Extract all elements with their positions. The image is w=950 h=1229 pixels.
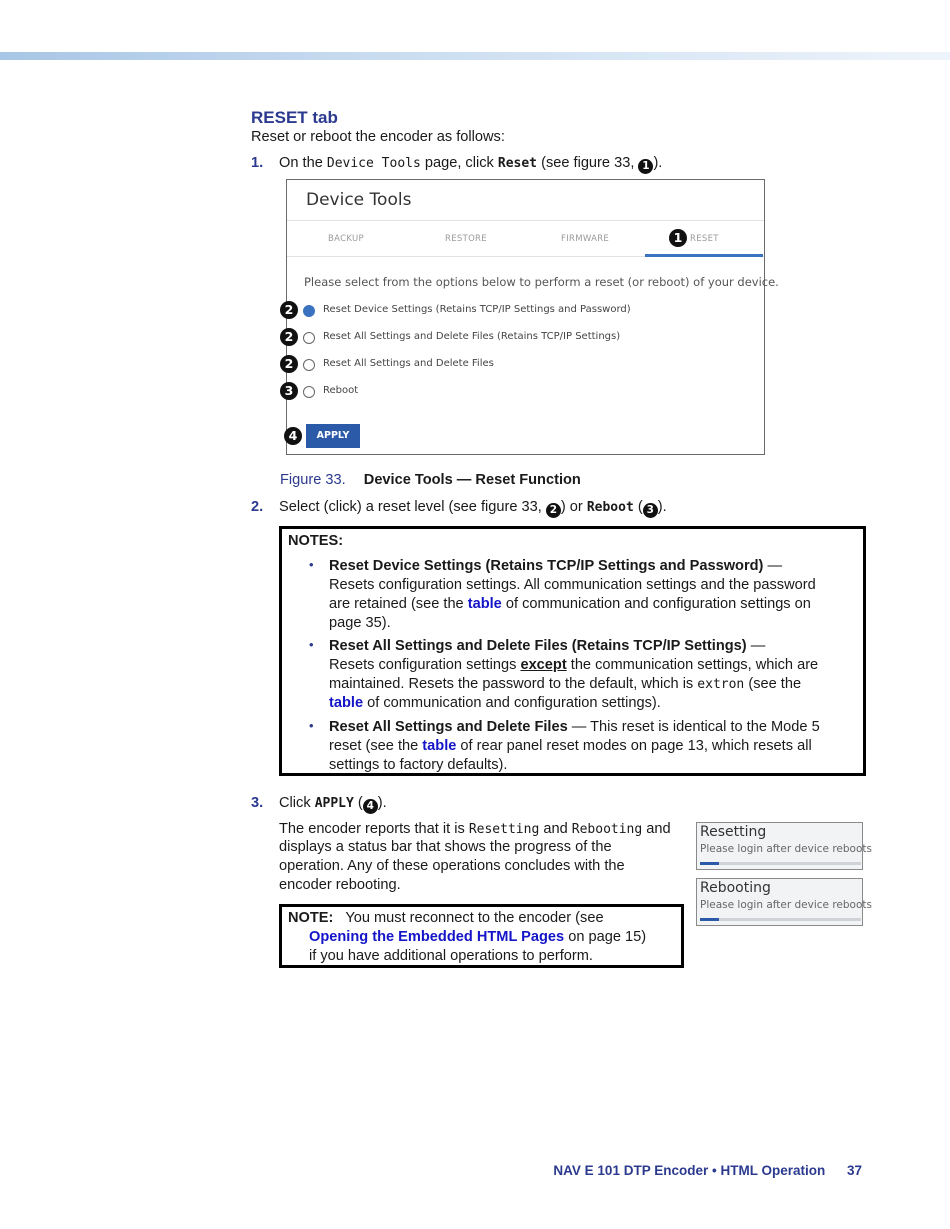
bullet-icon: •	[309, 637, 314, 652]
step-text: ) or	[560, 499, 583, 515]
callout-1-icon: 1	[638, 159, 653, 174]
code-text: Device Tools	[326, 156, 421, 171]
status-title: Rebooting	[700, 880, 771, 896]
note-1-line	[329, 595, 811, 614]
note-text: the communication settings, which are	[570, 657, 819, 673]
step-text: ).	[377, 795, 387, 811]
code-text: extron	[697, 677, 745, 692]
apply-button[interactable]: APPLY	[306, 424, 360, 448]
note-text: (see the	[748, 676, 802, 692]
note-text: reset (see the	[329, 738, 419, 754]
section-heading: RESET tab	[251, 108, 338, 127]
note-1-line: Resets configuration settings. All communication settings and the password	[329, 577, 816, 593]
callout-2-icon: 2	[280, 328, 298, 346]
note-text: on page 15)	[568, 929, 647, 945]
tab-backup[interactable]: BACKUP	[328, 234, 364, 244]
note-1-line: page 35).	[329, 615, 391, 631]
step-3-paragraph-line: encoder rebooting.	[279, 877, 401, 893]
note-text: of communication and configuration settings on	[505, 596, 811, 612]
progress-fill	[700, 862, 719, 865]
code-text: Resetting	[468, 822, 540, 837]
active-tab-indicator	[645, 254, 763, 257]
step-text: Select (click) a reset level (see figure 33,	[279, 499, 542, 515]
radio-reset-all-retain-tcpip[interactable]	[303, 332, 315, 344]
callout-4-icon: 4	[284, 427, 302, 445]
note-3-line	[329, 737, 812, 756]
note-text: —	[763, 558, 783, 574]
note-text: You must reconnect to the encoder (see	[345, 910, 604, 926]
step-1-text	[279, 154, 662, 174]
device-tools-title: Device Tools	[306, 190, 412, 210]
step-text: ).	[653, 155, 663, 171]
step-3-paragraph-line	[279, 820, 671, 840]
header-gradient-bar	[0, 52, 950, 60]
callout-3-icon: 3	[643, 503, 658, 518]
callout-1-icon: 1	[669, 229, 687, 247]
table-link[interactable]: table	[422, 738, 457, 754]
note-2-line	[329, 675, 801, 695]
step-text: and	[543, 821, 568, 837]
note-text: Resets configuration settings	[329, 657, 517, 673]
step-3-paragraph-line: displays a status bar that shows the progress of the	[279, 839, 612, 855]
note-title: Reset All Settings and Delete Files	[329, 719, 568, 735]
step-3-paragraph-line: operation. Any of these operations concludes with the	[279, 858, 625, 874]
progress-bar	[700, 862, 861, 865]
note-text: of communication and configuration settings).	[367, 695, 661, 711]
step-number: 3.	[251, 795, 264, 811]
callout-2-icon: 2	[280, 301, 298, 319]
step-text: The encoder reports that it is	[279, 821, 465, 837]
note-3-line	[329, 718, 820, 737]
code-text: Reboot	[586, 500, 634, 515]
note-box	[279, 904, 684, 968]
step-text: (see figure 33,	[541, 155, 635, 171]
note-1-line	[329, 557, 782, 576]
note-text: —	[746, 638, 766, 654]
option-label: Reset All Settings and Delete Files (Retains TCP/IP Settings)	[323, 331, 621, 342]
code-text: APPLY	[314, 796, 354, 811]
reset-instruction: Please select from the options below to perform a reset (or reboot) of your device.	[304, 275, 779, 289]
note-text: — This reset is identical to the Mode 5	[567, 719, 820, 735]
note-2-line	[329, 694, 661, 713]
note-text: of rear panel reset modes on page 13, which resets all	[460, 738, 812, 754]
tab-firmware[interactable]: FIRMWARE	[561, 234, 610, 244]
figure-title: Device Tools — Reset Function	[363, 472, 581, 488]
emphasis-text: except	[520, 657, 567, 673]
status-message: Please login after device reboots	[700, 843, 872, 855]
device-tools-screenshot	[284, 179, 779, 455]
step-3-text	[279, 794, 387, 814]
step-number: 1.	[251, 155, 264, 171]
opening-html-pages-link[interactable]: Opening the Embedded HTML Pages	[309, 929, 565, 945]
section-intro: Reset or reboot the encoder as follows:	[251, 129, 505, 145]
option-label: Reset All Settings and Delete Files	[323, 358, 494, 369]
progress-fill	[700, 918, 719, 921]
status-message: Please login after device reboots	[700, 899, 872, 911]
note-2-line	[329, 656, 818, 675]
note-2-line	[329, 637, 765, 656]
divider	[287, 220, 764, 221]
bullet-icon: •	[309, 718, 314, 733]
code-text: Rebooting	[571, 822, 643, 837]
figure-label: Figure 33.	[280, 472, 346, 488]
callout-4-icon: 4	[363, 799, 378, 814]
note-line	[309, 928, 646, 947]
code-text: Reset	[497, 156, 538, 171]
callout-2-icon: 2	[280, 355, 298, 373]
note-title: Reset Device Settings (Retains TCP/IP Settings and Password)	[329, 558, 764, 574]
note-label: NOTE:	[288, 910, 334, 926]
note-text: maintained. Resets the password to the default, which is	[329, 676, 694, 692]
table-link[interactable]: table	[329, 695, 364, 711]
step-text: (	[637, 499, 643, 515]
tab-reset[interactable]: RESET	[690, 234, 719, 244]
tab-restore[interactable]: RESTORE	[445, 234, 487, 244]
table-link[interactable]: table	[467, 596, 502, 612]
page-number: 37	[846, 1163, 862, 1178]
note-3-line: settings to factory defaults).	[329, 757, 508, 773]
notes-heading: NOTES:	[288, 533, 344, 549]
step-number: 2.	[251, 499, 264, 515]
option-label: Reboot	[323, 385, 359, 396]
resetting-status-screenshot	[696, 822, 872, 870]
note-line: if you have additional operations to perform.	[309, 948, 593, 964]
callout-2-icon: 2	[546, 503, 561, 518]
figure-caption	[280, 471, 581, 490]
radio-reset-all-delete-files[interactable]	[303, 359, 315, 371]
page-footer	[553, 1163, 862, 1178]
note-title: Reset All Settings and Delete Files (Retains TCP/IP Settings)	[329, 638, 747, 654]
note-text: are retained (see the	[329, 596, 464, 612]
callout-3-icon: 3	[280, 382, 298, 400]
step-text: (	[357, 795, 363, 811]
step-text: and	[646, 821, 671, 837]
bullet-icon: •	[309, 557, 314, 572]
status-title: Resetting	[700, 824, 767, 840]
step-text: page, click	[424, 155, 494, 171]
footer-text: NAV E 101 DTP Encoder • HTML Operation	[553, 1163, 826, 1178]
option-label: Reset Device Settings (Retains TCP/IP Settings and Password)	[323, 304, 631, 315]
step-text: ).	[657, 499, 667, 515]
radio-reset-device-settings[interactable]	[303, 305, 315, 317]
rebooting-status-screenshot	[696, 878, 872, 926]
note-line	[288, 909, 604, 928]
step-text: Click	[279, 795, 311, 811]
step-text: On the	[279, 155, 323, 171]
progress-bar	[700, 918, 861, 921]
notes-box	[279, 526, 866, 776]
radio-reboot[interactable]	[303, 386, 315, 398]
step-2-text	[279, 498, 667, 518]
